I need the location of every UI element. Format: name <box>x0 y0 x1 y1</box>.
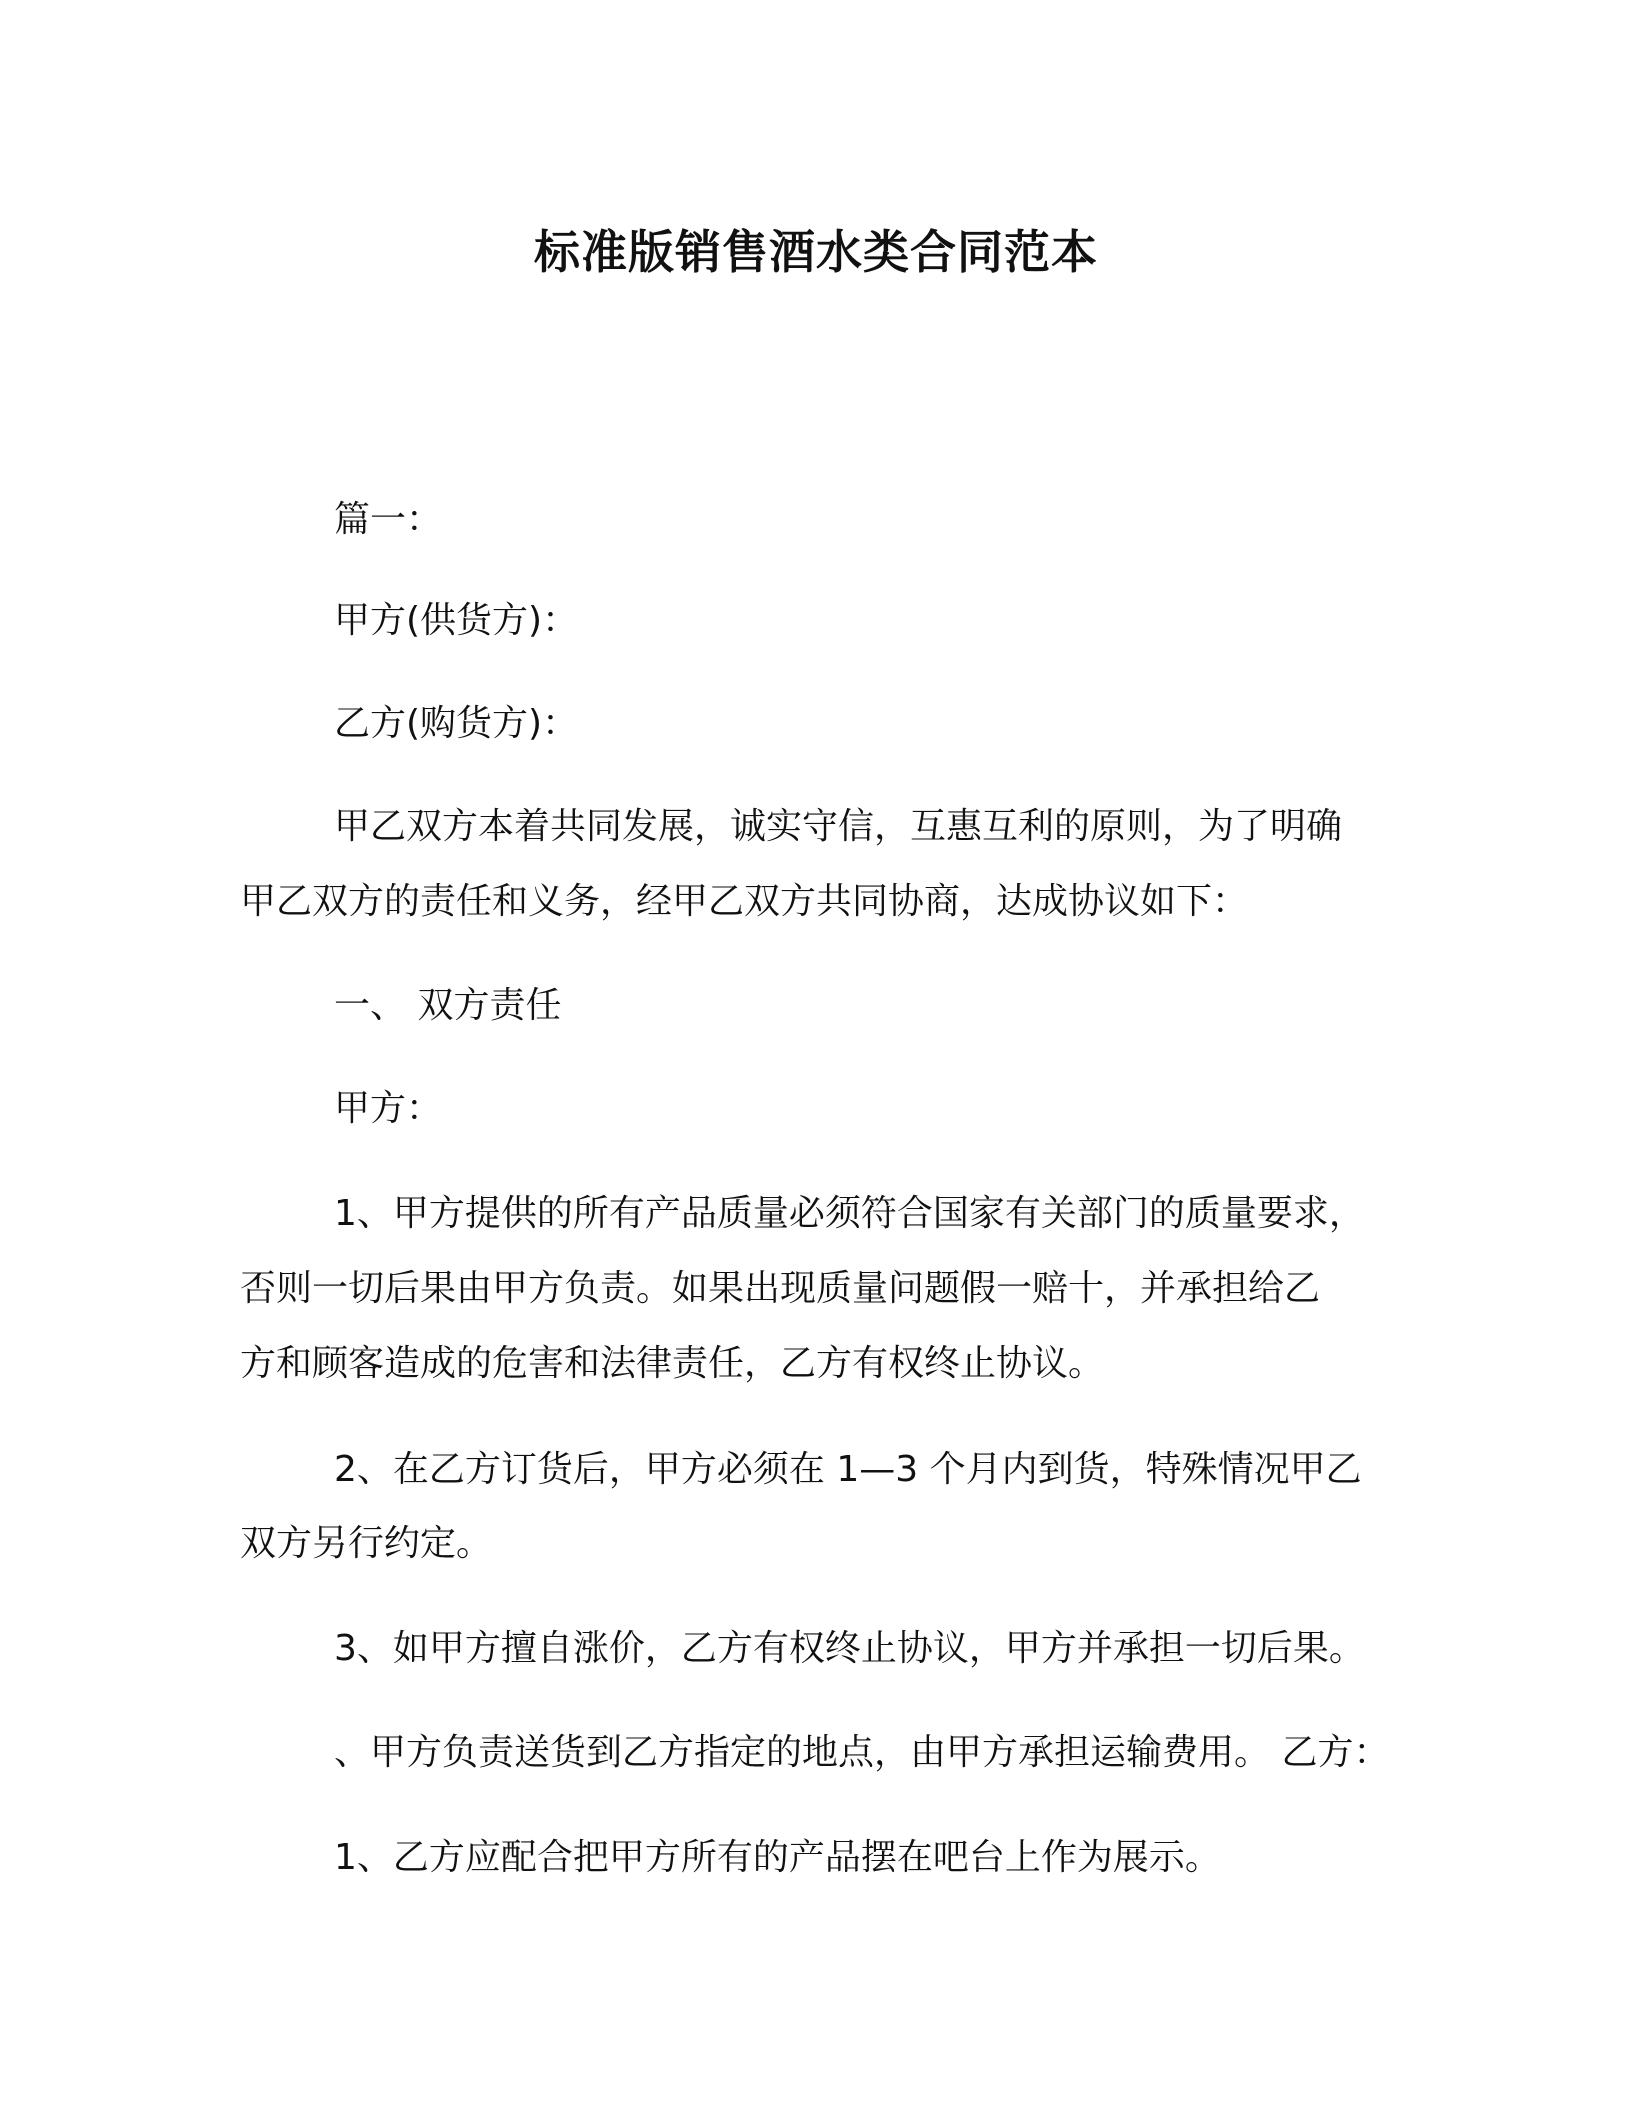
document-title: 标准版销售酒水类合同范本 <box>534 225 1098 279</box>
party-a-label: 甲方(供货方)： <box>334 600 579 641</box>
clause-a4-and-party-b-heading: 、甲方负责送货到乙方指定的地点，由甲方承担运输费用。 乙方： <box>334 1732 1390 1773</box>
clause-a3: 3、如甲方擅自涨价，乙方有权终止协议，甲方并承担一切后果。 <box>334 1628 1365 1669</box>
preamble-line-2: 甲乙双方的责任和义务，经甲乙双方共同协商，达成协议如下： <box>240 881 1249 922</box>
section-label-part-one: 篇一： <box>334 499 443 540</box>
section-heading-responsibilities: 一、 双方责任 <box>334 985 562 1026</box>
clause-a1-line-1: 1、甲方提供的所有产品质量必须符合国家有关部门的质量要求， <box>334 1193 1365 1234</box>
party-b-label: 乙方(购货方)： <box>334 703 579 744</box>
clause-b1: 1、乙方应配合把甲方所有的产品摆在吧台上作为展示。 <box>334 1837 1221 1878</box>
clause-a1-line-3: 方和顾客造成的危害和法律责任，乙方有权终止协议。 <box>240 1343 1105 1384</box>
preamble-line-1: 甲乙双方本着共同发展，诚实守信，互惠互利的原则，为了明确 <box>334 806 1343 847</box>
clause-a1-line-2: 否则一切后果由甲方负责。如果出现质量问题假一赔十，并承担给乙 <box>240 1268 1321 1309</box>
party-a-subheading: 甲方： <box>334 1088 443 1129</box>
clause-a2-line-1: 2、在乙方订货后，甲方必须在 1—3 个月内到货，特殊情况甲乙 <box>334 1449 1362 1490</box>
clause-a2-line-2: 双方另行约定。 <box>240 1523 493 1564</box>
